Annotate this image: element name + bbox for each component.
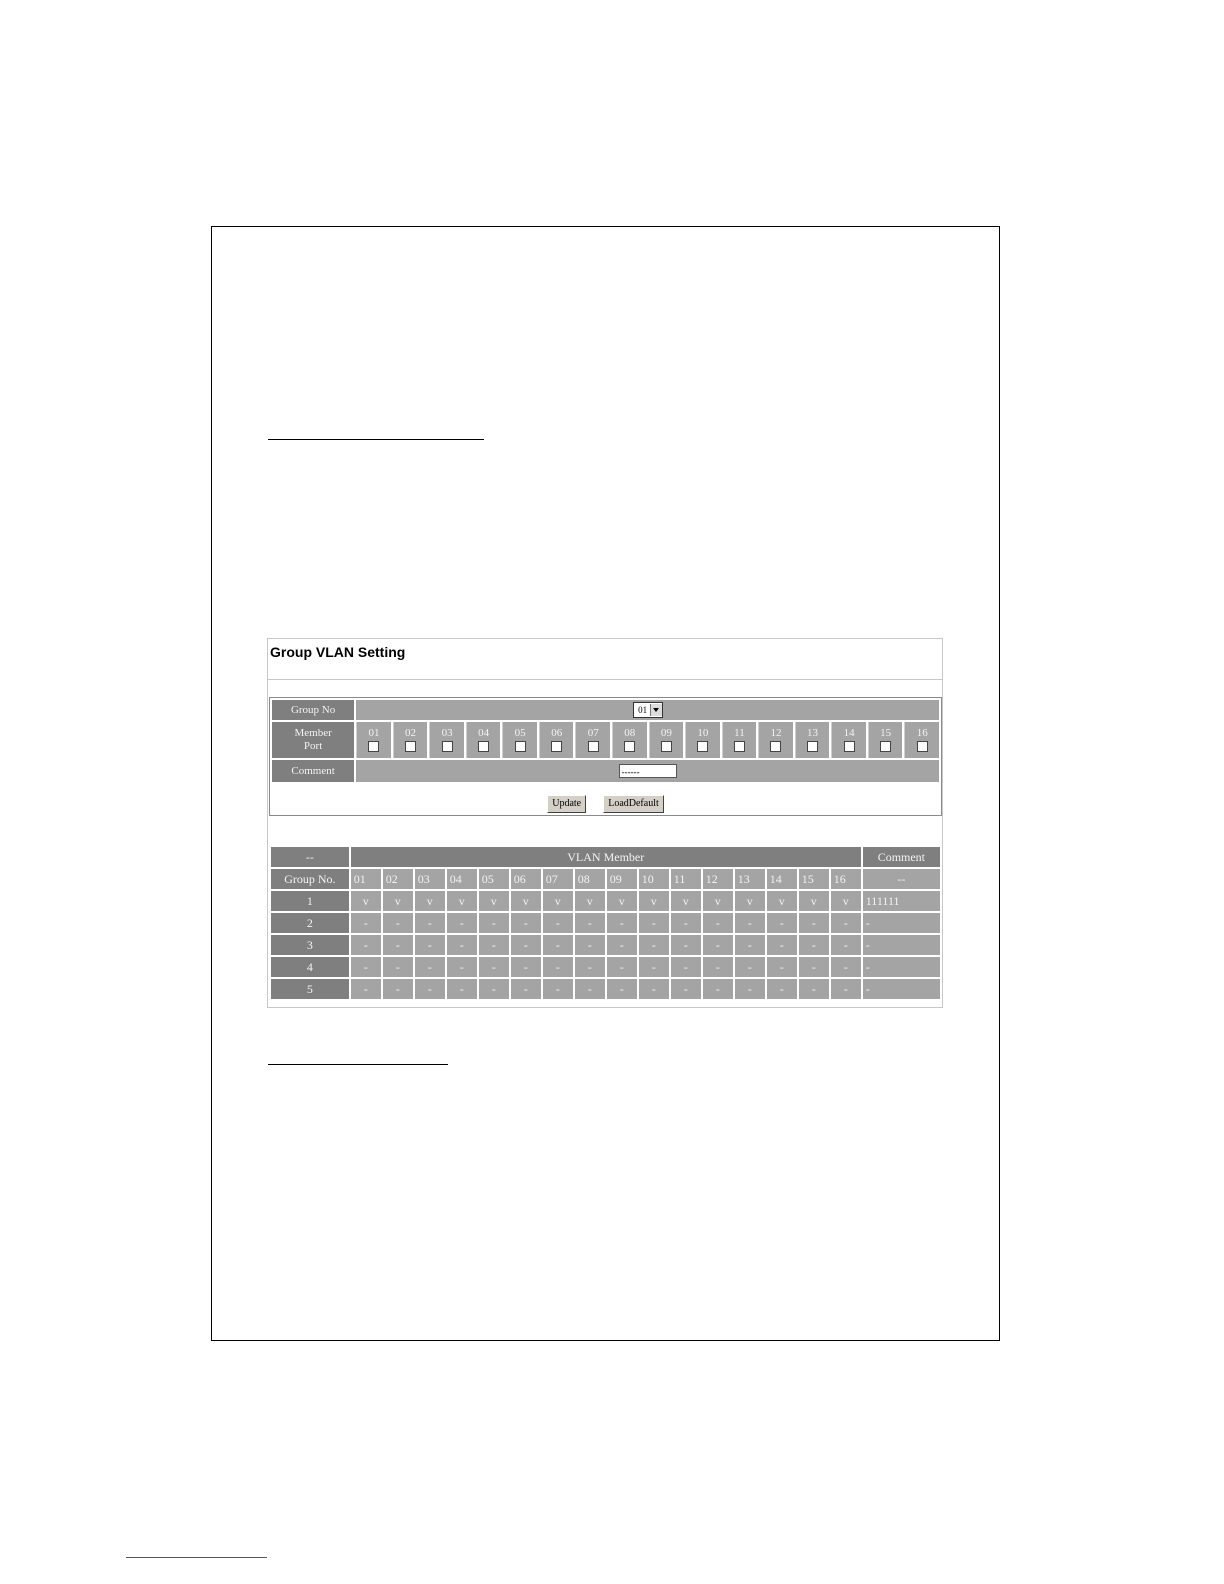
member-port-number: 11 bbox=[734, 727, 745, 739]
member-status-cell: - bbox=[575, 935, 605, 955]
list-port-header: 13 bbox=[735, 869, 765, 889]
member-status-cell: - bbox=[671, 957, 701, 977]
member-port-checkbox[interactable] bbox=[770, 741, 781, 752]
member-port-checkbox[interactable] bbox=[807, 741, 818, 752]
member-port-checkbox[interactable] bbox=[368, 741, 379, 752]
chevron-down-icon[interactable] bbox=[650, 704, 662, 716]
panel-title: Group VLAN Setting bbox=[270, 644, 406, 660]
list-port-header: 03 bbox=[415, 869, 445, 889]
member-status-cell: - bbox=[351, 935, 381, 955]
member-status-cell: - bbox=[767, 913, 797, 933]
member-port-cell bbox=[795, 722, 830, 758]
member-status-cell: - bbox=[479, 957, 509, 977]
member-status-cell: - bbox=[767, 957, 797, 977]
member-port-number: 01 bbox=[368, 727, 380, 739]
member-port-number: 06 bbox=[551, 727, 563, 739]
member-status-cell: - bbox=[447, 979, 477, 999]
list-port-header: 11 bbox=[671, 869, 701, 889]
row-comment-cell: 111111 bbox=[863, 891, 940, 911]
member-status-cell: - bbox=[735, 913, 765, 933]
member-port-number: 05 bbox=[514, 727, 526, 739]
row-comment-cell: - bbox=[863, 979, 940, 999]
comment-input[interactable]: ------ bbox=[619, 764, 677, 778]
table-row bbox=[271, 957, 940, 977]
member-port-checkbox[interactable] bbox=[844, 741, 855, 752]
member-status-cell: - bbox=[575, 979, 605, 999]
member-port-number: 12 bbox=[770, 727, 782, 739]
table-row bbox=[271, 913, 940, 933]
member-status-cell: - bbox=[383, 979, 413, 999]
member-status-cell: - bbox=[671, 935, 701, 955]
member-status-cell: - bbox=[479, 935, 509, 955]
member-port-checkbox[interactable] bbox=[661, 741, 672, 752]
member-status-cell: - bbox=[831, 957, 861, 977]
member-status-cell: - bbox=[543, 935, 573, 955]
member-status-cell: - bbox=[415, 957, 445, 977]
member-port-cell bbox=[722, 722, 757, 758]
list-port-header: 02 bbox=[383, 869, 413, 889]
member-status-cell: v bbox=[703, 891, 733, 911]
group-no-select-value: 01 bbox=[638, 705, 648, 715]
member-status-cell: - bbox=[639, 957, 669, 977]
member-status-cell: - bbox=[703, 979, 733, 999]
member-port-checkbox[interactable] bbox=[515, 741, 526, 752]
row-comment-cell: - bbox=[863, 913, 940, 933]
member-status-cell: v bbox=[767, 891, 797, 911]
title-separator bbox=[268, 679, 942, 680]
member-port-number: 14 bbox=[843, 727, 855, 739]
member-status-cell: - bbox=[607, 935, 637, 955]
group-no-cell bbox=[356, 700, 939, 720]
member-status-cell: - bbox=[799, 935, 829, 955]
section-heading-rule bbox=[268, 1064, 448, 1065]
member-status-cell: - bbox=[383, 913, 413, 933]
member-status-cell: - bbox=[415, 935, 445, 955]
member-status-cell: - bbox=[415, 979, 445, 999]
group-number-cell: 5 bbox=[271, 979, 349, 999]
member-status-cell: - bbox=[607, 957, 637, 977]
load-default-button[interactable]: LoadDefault bbox=[603, 795, 664, 813]
member-status-cell: - bbox=[671, 979, 701, 999]
member-status-cell: - bbox=[351, 957, 381, 977]
member-status-cell: v bbox=[671, 891, 701, 911]
member-status-cell: - bbox=[575, 957, 605, 977]
member-port-cell bbox=[466, 722, 501, 758]
member-port-number: 15 bbox=[880, 727, 892, 739]
member-port-cell bbox=[904, 722, 939, 758]
member-status-cell: - bbox=[511, 935, 541, 955]
member-status-cell: - bbox=[447, 913, 477, 933]
member-status-cell: - bbox=[511, 957, 541, 977]
member-status-cell: - bbox=[575, 913, 605, 933]
list-port-header: 08 bbox=[575, 869, 605, 889]
member-status-cell: v bbox=[447, 891, 477, 911]
member-status-cell: - bbox=[479, 979, 509, 999]
member-status-cell: v bbox=[639, 891, 669, 911]
update-button[interactable]: Update bbox=[547, 795, 586, 813]
list-port-header: 16 bbox=[831, 869, 861, 889]
group-number-cell: 3 bbox=[271, 935, 349, 955]
member-port-cell bbox=[831, 722, 866, 758]
member-port-label-line1: Member bbox=[294, 727, 332, 739]
member-status-cell: - bbox=[799, 957, 829, 977]
member-port-number: 02 bbox=[405, 727, 417, 739]
member-status-cell: - bbox=[543, 979, 573, 999]
member-port-checkbox[interactable] bbox=[917, 741, 928, 752]
member-status-cell: - bbox=[351, 913, 381, 933]
list-port-header: 07 bbox=[543, 869, 573, 889]
member-port-number: 10 bbox=[697, 727, 709, 739]
member-status-cell: - bbox=[511, 979, 541, 999]
list-port-header: 09 bbox=[607, 869, 637, 889]
member-status-cell: - bbox=[383, 935, 413, 955]
member-status-cell: - bbox=[671, 913, 701, 933]
member-port-label-line2: Port bbox=[303, 740, 323, 752]
group-no-label: Group No bbox=[272, 700, 354, 720]
member-port-checkbox[interactable] bbox=[551, 741, 562, 752]
member-port-cell bbox=[393, 722, 428, 758]
member-port-cell bbox=[649, 722, 684, 758]
vlan-setting-form bbox=[269, 697, 942, 816]
member-status-cell: - bbox=[735, 957, 765, 977]
member-status-cell: v bbox=[607, 891, 637, 911]
table-row bbox=[271, 891, 940, 911]
member-status-cell: - bbox=[607, 979, 637, 999]
list-port-header: 15 bbox=[799, 869, 829, 889]
group-number-cell: 2 bbox=[271, 913, 349, 933]
footnote-rule bbox=[126, 1557, 267, 1558]
member-port-number: 04 bbox=[478, 727, 490, 739]
member-port-cell bbox=[758, 722, 793, 758]
member-status-cell: - bbox=[447, 935, 477, 955]
member-status-cell: v bbox=[351, 891, 381, 911]
list-port-header: 14 bbox=[767, 869, 797, 889]
group-vlan-panel bbox=[267, 638, 943, 1008]
row-comment-cell: - bbox=[863, 935, 940, 955]
member-status-cell: v bbox=[383, 891, 413, 911]
member-status-cell: - bbox=[799, 913, 829, 933]
member-port-cell bbox=[502, 722, 537, 758]
list-port-header: 10 bbox=[639, 869, 669, 889]
member-port-checkbox[interactable] bbox=[405, 741, 416, 752]
comment-cell bbox=[356, 760, 939, 782]
member-status-cell: - bbox=[799, 979, 829, 999]
member-port-checkbox[interactable] bbox=[624, 741, 635, 752]
member-port-row bbox=[272, 722, 939, 758]
member-port-cell bbox=[356, 722, 391, 758]
table-row bbox=[271, 979, 940, 999]
member-port-number: 07 bbox=[587, 727, 599, 739]
member-status-cell: - bbox=[383, 957, 413, 977]
member-port-cell bbox=[575, 722, 610, 758]
member-status-cell: - bbox=[607, 913, 637, 933]
corner-cell: -- bbox=[271, 847, 349, 867]
member-status-cell: - bbox=[703, 935, 733, 955]
row-comment-cell: - bbox=[863, 957, 940, 977]
list-port-header: 06 bbox=[511, 869, 541, 889]
member-port-cell bbox=[685, 722, 720, 758]
list-port-header: 01 bbox=[351, 869, 381, 889]
group-no-select[interactable] bbox=[633, 702, 663, 718]
list-port-header-row bbox=[271, 869, 940, 889]
member-status-cell: - bbox=[735, 935, 765, 955]
member-port-number: 08 bbox=[624, 727, 636, 739]
vlan-member-header: VLAN Member bbox=[351, 847, 861, 867]
member-status-cell: - bbox=[639, 935, 669, 955]
member-status-cell: v bbox=[415, 891, 445, 911]
vlan-list bbox=[269, 845, 942, 1001]
member-status-cell: v bbox=[735, 891, 765, 911]
member-port-cell bbox=[868, 722, 903, 758]
member-status-cell: v bbox=[479, 891, 509, 911]
member-port-cell bbox=[539, 722, 574, 758]
comment-header: Comment bbox=[863, 847, 940, 867]
group-number-cell: 1 bbox=[271, 891, 349, 911]
member-status-cell: - bbox=[703, 913, 733, 933]
member-status-cell: v bbox=[831, 891, 861, 911]
member-status-cell: - bbox=[703, 957, 733, 977]
list-port-header: 12 bbox=[703, 869, 733, 889]
member-status-cell: - bbox=[415, 913, 445, 933]
member-status-cell: - bbox=[479, 913, 509, 933]
member-status-cell: v bbox=[799, 891, 829, 911]
member-port-checkbox[interactable] bbox=[442, 741, 453, 752]
member-status-cell: - bbox=[639, 979, 669, 999]
member-status-cell: - bbox=[511, 913, 541, 933]
member-port-cell bbox=[612, 722, 647, 758]
group-number-cell: 4 bbox=[271, 957, 349, 977]
member-status-cell: - bbox=[767, 935, 797, 955]
member-port-number: 09 bbox=[660, 727, 672, 739]
list-port-header: 05 bbox=[479, 869, 509, 889]
member-status-cell: - bbox=[767, 979, 797, 999]
member-status-cell: - bbox=[639, 913, 669, 933]
member-status-cell: - bbox=[447, 957, 477, 977]
button-row bbox=[270, 791, 941, 813]
member-status-cell: - bbox=[831, 913, 861, 933]
member-port-checkbox[interactable] bbox=[478, 741, 489, 752]
member-status-cell: v bbox=[543, 891, 573, 911]
member-port-checkbox[interactable] bbox=[880, 741, 891, 752]
table-row bbox=[271, 935, 940, 955]
member-port-number: 13 bbox=[807, 727, 819, 739]
member-status-cell: v bbox=[511, 891, 541, 911]
section-heading-rule bbox=[268, 439, 484, 440]
member-status-cell: - bbox=[351, 979, 381, 999]
comment-subheader: -- bbox=[863, 869, 940, 889]
member-port-label bbox=[272, 722, 354, 758]
member-status-cell: - bbox=[543, 913, 573, 933]
member-status-cell: - bbox=[831, 935, 861, 955]
member-status-cell: - bbox=[543, 957, 573, 977]
group-no-header: Group No. bbox=[271, 869, 349, 889]
member-port-cell bbox=[429, 722, 464, 758]
member-port-number: 03 bbox=[441, 727, 453, 739]
setting-table bbox=[270, 698, 941, 784]
vlan-list-table bbox=[269, 845, 942, 1001]
member-port-checkbox[interactable] bbox=[697, 741, 708, 752]
member-status-cell: - bbox=[735, 979, 765, 999]
list-port-header: 04 bbox=[447, 869, 477, 889]
member-port-number: 16 bbox=[916, 727, 928, 739]
member-port-checkbox[interactable] bbox=[734, 741, 745, 752]
comment-label: Comment bbox=[272, 760, 354, 782]
member-status-cell: - bbox=[831, 979, 861, 999]
member-port-checkbox[interactable] bbox=[588, 741, 599, 752]
member-status-cell: v bbox=[575, 891, 605, 911]
